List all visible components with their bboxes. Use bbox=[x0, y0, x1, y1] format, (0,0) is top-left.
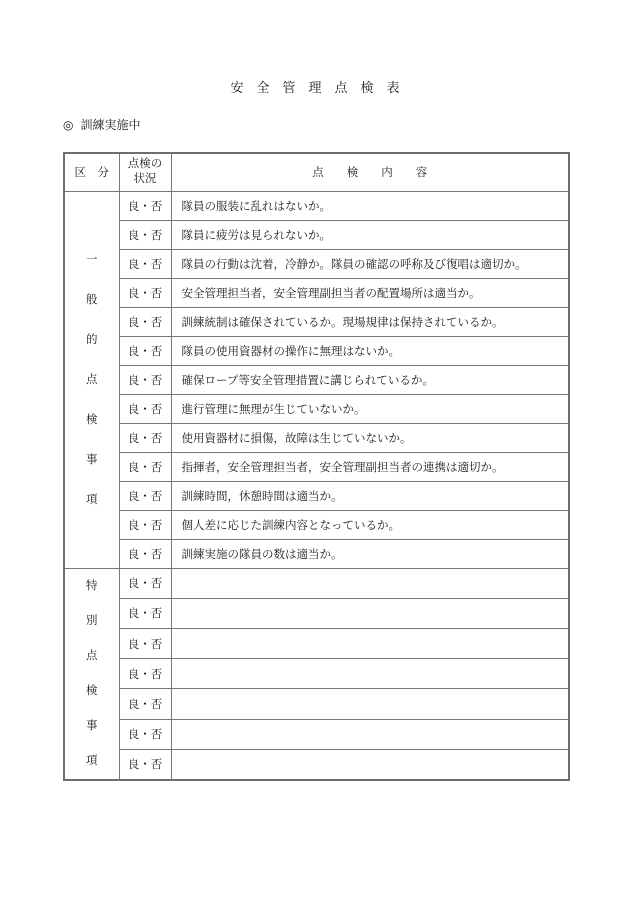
header-category: 区 分 bbox=[64, 153, 119, 191]
header-status bbox=[119, 153, 171, 191]
table-row bbox=[64, 689, 569, 719]
content-cell: 個人差に応じた訓練内容となっているか。 bbox=[171, 510, 569, 539]
content-cell: 隊員の服装に乱れはないか。 bbox=[171, 191, 569, 220]
table-row bbox=[64, 278, 569, 307]
content-cell: 確保ロープ等安全管理措置に講じられているか。 bbox=[171, 365, 569, 394]
status-cell: 良・否 bbox=[119, 249, 171, 278]
content-cell bbox=[171, 689, 569, 719]
table-row bbox=[64, 394, 569, 423]
content-cell bbox=[171, 598, 569, 628]
table-row bbox=[64, 423, 569, 452]
category-char: 項 bbox=[86, 754, 98, 767]
content-cell bbox=[171, 568, 569, 598]
category-char: 般 bbox=[86, 293, 98, 306]
status-cell: 良・否 bbox=[119, 719, 171, 749]
content-cell: 指揮者，安全管理担当者，安全管理副担当者の連携は適切か。 bbox=[171, 452, 569, 481]
status-cell: 良・否 bbox=[119, 481, 171, 510]
status-cell: 良・否 bbox=[119, 278, 171, 307]
status-cell: 良・否 bbox=[119, 628, 171, 658]
content-cell: 訓練統制は確保されているか。現場規律は保持されているか。 bbox=[171, 307, 569, 336]
content-cell: 使用資器材に損傷，故障は生じていないか。 bbox=[171, 423, 569, 452]
status-cell: 良・否 bbox=[119, 568, 171, 598]
subtitle-text: 訓練実施中 bbox=[80, 118, 141, 132]
table-row bbox=[64, 191, 569, 220]
category-char: 的 bbox=[86, 333, 98, 346]
content-cell: 隊員の使用資器材の操作に無理はないか。 bbox=[171, 336, 569, 365]
table-row bbox=[64, 510, 569, 539]
content-cell: 進行管理に無理が生じていないか。 bbox=[171, 394, 569, 423]
table-row bbox=[64, 220, 569, 249]
category-cell-special bbox=[64, 568, 119, 780]
table-row bbox=[64, 659, 569, 689]
category-char: 事 bbox=[86, 719, 98, 732]
status-cell: 良・否 bbox=[119, 539, 171, 568]
status-cell: 良・否 bbox=[119, 423, 171, 452]
status-cell: 良・否 bbox=[119, 336, 171, 365]
table-row bbox=[64, 336, 569, 365]
content-cell: 隊員に疲労は見られないか。 bbox=[171, 220, 569, 249]
header-row bbox=[64, 153, 569, 191]
content-cell bbox=[171, 749, 569, 779]
status-cell: 良・否 bbox=[119, 452, 171, 481]
double-circle-icon: ◎ bbox=[63, 118, 74, 132]
category-label-general bbox=[65, 240, 119, 520]
header-status-line1: 点検の bbox=[127, 158, 163, 171]
content-cell: 隊員の行動は沈着，冷静か。隊員の確認の呼称及び復唱は適切か。 bbox=[171, 249, 569, 278]
content-cell bbox=[171, 628, 569, 658]
status-cell: 良・否 bbox=[119, 510, 171, 539]
header-status-line2: 状況 bbox=[133, 173, 157, 186]
category-label-special bbox=[65, 569, 119, 779]
category-char: 一 bbox=[86, 253, 98, 266]
status-cell: 良・否 bbox=[119, 307, 171, 336]
category-char: 別 bbox=[86, 614, 98, 627]
table-row bbox=[64, 307, 569, 336]
content-cell bbox=[171, 719, 569, 749]
table-row bbox=[64, 452, 569, 481]
subtitle bbox=[63, 119, 630, 132]
status-cell: 良・否 bbox=[119, 394, 171, 423]
category-char: 検 bbox=[86, 684, 98, 697]
category-char: 点 bbox=[86, 649, 98, 662]
status-cell: 良・否 bbox=[119, 749, 171, 779]
table-row bbox=[64, 749, 569, 779]
table-row bbox=[64, 365, 569, 394]
content-cell: 訓練実施の隊員の数は適当か。 bbox=[171, 539, 569, 568]
table-row bbox=[64, 719, 569, 749]
category-char: 検 bbox=[86, 413, 98, 426]
status-cell: 良・否 bbox=[119, 191, 171, 220]
category-char: 特 bbox=[86, 579, 98, 592]
status-cell: 良・否 bbox=[119, 689, 171, 719]
status-cell: 良・否 bbox=[119, 598, 171, 628]
content-cell: 訓練時間，休憩時間は適当か。 bbox=[171, 481, 569, 510]
content-cell: 安全管理担当者，安全管理副担当者の配置場所は適当か。 bbox=[171, 278, 569, 307]
table-row bbox=[64, 249, 569, 278]
table-row bbox=[64, 568, 569, 598]
content-cell bbox=[171, 659, 569, 689]
table-row bbox=[64, 539, 569, 568]
category-char: 項 bbox=[86, 493, 98, 506]
table-row bbox=[64, 598, 569, 628]
status-cell: 良・否 bbox=[119, 659, 171, 689]
category-cell-general bbox=[64, 191, 119, 568]
page-title: 安 全 管 理 点 検 表 bbox=[230, 80, 400, 95]
category-char: 事 bbox=[86, 453, 98, 466]
category-char: 点 bbox=[86, 373, 98, 386]
table-row bbox=[64, 628, 569, 658]
inspection-table bbox=[63, 152, 570, 781]
table-row bbox=[64, 481, 569, 510]
header-content: 点 検 内 容 bbox=[171, 153, 569, 191]
status-cell: 良・否 bbox=[119, 365, 171, 394]
status-cell: 良・否 bbox=[119, 220, 171, 249]
